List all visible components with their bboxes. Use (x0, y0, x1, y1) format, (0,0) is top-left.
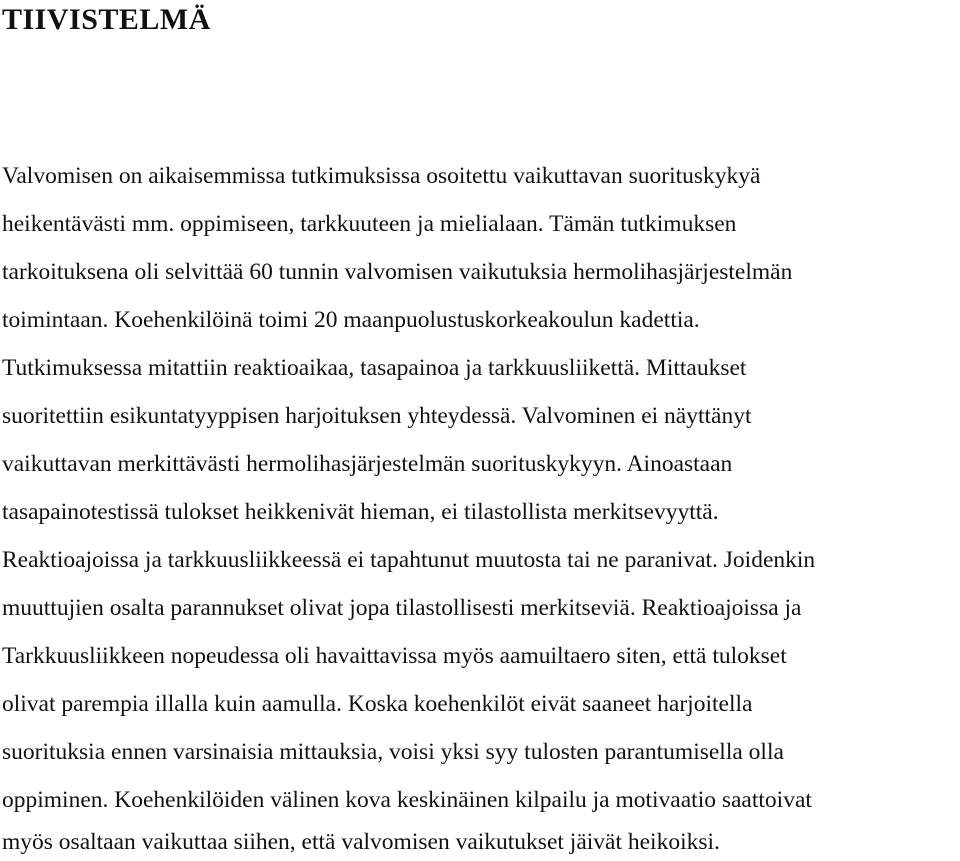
abstract-line: suoritettiin esikuntatyyppisen harjoituksen yhteydessä. Valvominen ei näyttänyt (2, 403, 752, 429)
abstract-line: Tutkimuksessa mitattiin reaktioaikaa, tasapainoa ja tarkkuusliikettä. Mittaukset (2, 355, 747, 381)
abstract-line: Tarkkuusliikkeen nopeudessa oli havaittavissa myös aamuiltaero siten, että tulokset (2, 643, 787, 669)
abstract-line: muuttujien osalta parannukset olivat jopa tilastollisesti merkitseviä. Reaktioajoissa ja (2, 595, 802, 621)
page-title: TIIVISTELMÄ (2, 3, 211, 36)
abstract-line: heikentävästi mm. oppimiseen, tarkkuuteen ja mielialaan. Tämän tutkimuksen (2, 211, 737, 237)
abstract-line: Reaktioajoissa ja tarkkuusliikkeessä ei tapahtunut muutosta tai ne paranivat. Joidenkin (2, 547, 816, 573)
abstract-line: tasapainotestissä tulokset heikkenivät hieman, ei tilastollista merkitsevyyttä. (2, 499, 719, 525)
abstract-line: suorituksia ennen varsinaisia mittauksia, voisi yksi syy tulosten parantumisella olla (2, 739, 784, 765)
abstract-line: oppiminen. Koehenkilöiden välinen kova keskinäinen kilpailu ja motivaatio saattoivat (2, 787, 812, 813)
abstract-line: tarkoituksena oli selvittää 60 tunnin valvomisen vaikutuksia hermolihasjärjestelmän (2, 259, 793, 285)
abstract-line: toimintaan. Koehenkilöinä toimi 20 maanpuolustuskorkeakoulun kadettia. (2, 307, 700, 333)
abstract-line: vaikuttavan merkittävästi hermolihasjärjestelmän suorituskykyyn. Ainoastaan (2, 451, 733, 477)
abstract-line: myös osaltaan vaikuttaa siihen, että valvomisen vaikutukset jäivät heikoiksi. (2, 829, 720, 855)
abstract-line: Valvomisen on aikaisemmissa tutkimuksissa osoitettu vaikuttavan suorituskykyä (2, 163, 761, 189)
abstract-line: olivat parempia illalla kuin aamulla. Koska koehenkilöt eivät saaneet harjoitella (2, 691, 753, 717)
